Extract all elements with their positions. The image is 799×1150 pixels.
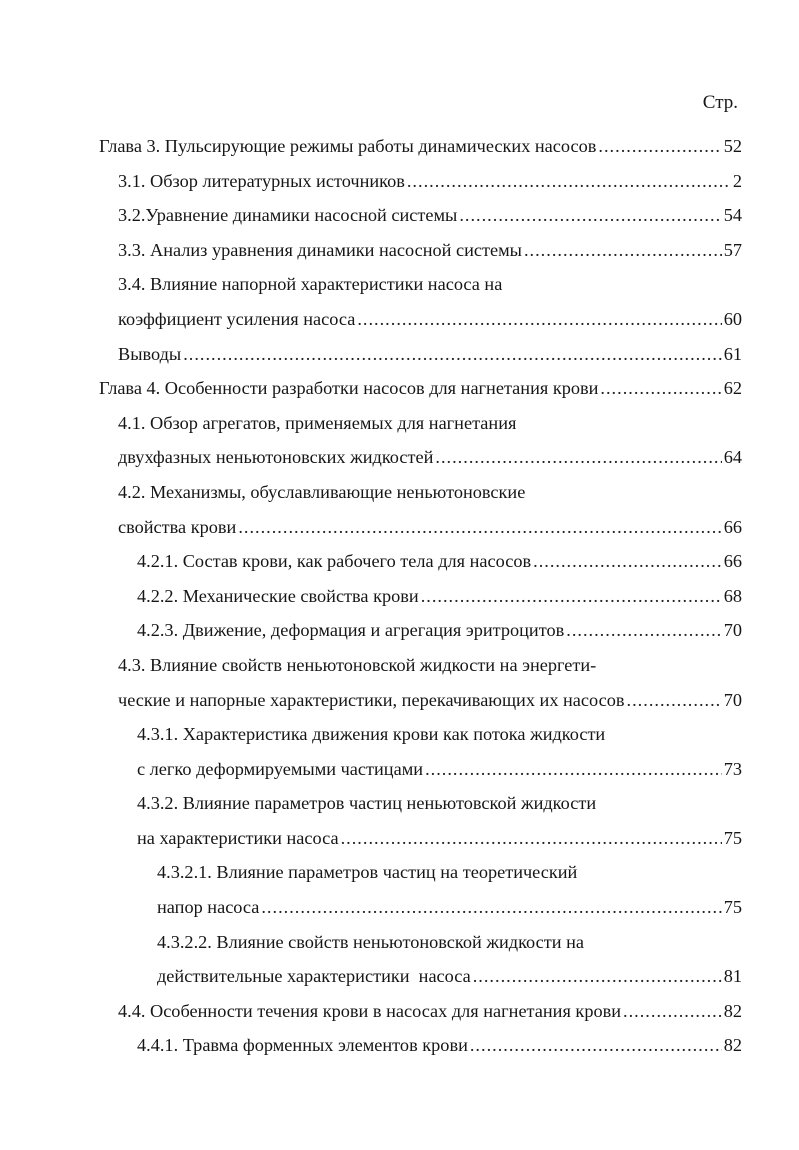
- dot-leader: [473, 959, 722, 994]
- toc-page-number: 75: [723, 827, 742, 848]
- toc-entry-4-3-1-line1: [0, 717, 799, 752]
- toc-page-number: 66: [723, 551, 742, 572]
- toc-entry-4-3-2-line2: [0, 821, 799, 856]
- toc-entry-4-3-1-line2: [0, 752, 799, 787]
- toc-entry-4-1-line2: [0, 440, 799, 475]
- dot-leader: [357, 302, 721, 337]
- toc-entry-title: 4.2.2. Механические свойства крови: [137, 585, 419, 606]
- toc-page-number: 2: [732, 170, 742, 191]
- toc-entry-4-2-1: [0, 544, 799, 579]
- dot-leader: [566, 613, 721, 648]
- toc-entry-title: напор насоса: [157, 897, 260, 918]
- toc-entry-4-2-line2: [0, 510, 799, 545]
- toc-entry-title: с легко деформируемыми частицами: [137, 758, 424, 779]
- toc-entry-title: ческие и напорные характеристики, перекачивающих их насосов: [118, 689, 625, 710]
- dot-leader: [598, 129, 721, 164]
- toc-entry-4-3-line1: [0, 648, 799, 683]
- dot-leader: [238, 510, 721, 545]
- toc-page-number: 64: [723, 447, 742, 468]
- toc-page-number: 52: [723, 136, 742, 156]
- toc-page-number: 57: [723, 239, 742, 260]
- toc-page-number: 70: [723, 620, 742, 641]
- toc-page-number: 66: [723, 516, 742, 537]
- dot-leader: [524, 233, 722, 268]
- toc-entry-title: 3.2.Уравнение динамики насосной системы: [118, 205, 458, 226]
- toc-entry-title: 4.2. Механизмы, обуславливающие неньютоновские: [118, 481, 526, 502]
- toc-page-number: 70: [723, 689, 742, 710]
- toc-entry-3-2: [0, 198, 799, 233]
- toc-entry-chapter-4: [0, 371, 799, 406]
- toc-page-number: 62: [723, 378, 742, 399]
- toc-entry-3-3: [0, 233, 799, 268]
- toc-entry-4-4: [0, 994, 799, 1029]
- toc-page-number: 82: [723, 1035, 742, 1056]
- toc-page-number: 82: [723, 1000, 742, 1021]
- dot-leader: [459, 198, 721, 233]
- toc-entry-4-3-2-1-line1: [0, 855, 799, 890]
- dot-leader: [533, 544, 722, 579]
- toc-entry-3-1: [0, 164, 799, 199]
- toc-entry-title: 4.1. Обзор агрегатов, применяемых для нагнетания: [118, 412, 517, 433]
- toc-entry-title: двухфазных неньютоновских жидкостей: [118, 447, 434, 468]
- toc-entry-3-4-line1: [0, 267, 799, 302]
- toc-entry-4-2-line1: [0, 475, 799, 510]
- dot-leader: [435, 440, 721, 475]
- toc-entry-4-3-line2: [0, 683, 799, 718]
- dot-leader: [470, 1028, 722, 1063]
- toc-entry-title: коэффициент усиления насоса: [118, 308, 356, 329]
- toc-entry-4-3-2-2-line1: [0, 925, 799, 960]
- toc-entry-title: 3.3. Анализ уравнения динамики насосной системы: [118, 239, 522, 260]
- toc-page-number: 73: [723, 758, 742, 779]
- toc-entry-title: 4.3.1. Характеристика движения крови как потока жидкости: [137, 724, 606, 745]
- toc-entry-4-3-2-1-line2: [0, 890, 799, 925]
- dot-leader: [407, 164, 731, 199]
- toc-page-number: 81: [723, 966, 742, 987]
- toc-entry-title: 4.3. Влияние свойств неньютоновской жидкости на энергети-: [118, 654, 597, 675]
- toc-entry-title: 4.3.2.1. Влияние параметров частиц на теоретический: [157, 862, 578, 883]
- toc-entry-4-3-2-2-line2: [0, 959, 799, 994]
- toc-entry-4-4-1: [0, 1028, 799, 1063]
- table-of-contents: [0, 129, 799, 1063]
- toc-entry-title: 3.4. Влияние напорной характеристики насоса на: [118, 274, 503, 295]
- toc-entry-title: действительные характеристики насоса: [157, 966, 471, 987]
- toc-page-number: 75: [723, 897, 742, 918]
- toc-entry-title: 4.3.2. Влияние параметров частиц неньютовской жидкости: [137, 793, 597, 814]
- toc-page-number: 54: [723, 205, 742, 226]
- dot-leader: [183, 337, 722, 372]
- toc-entry-4-2-2: [0, 579, 799, 614]
- toc-entry-title: 4.2.1. Состав крови, как рабочего тела для насосов: [137, 551, 532, 572]
- toc-entry-conclusions: [0, 337, 799, 372]
- dot-leader: [623, 994, 722, 1029]
- dot-leader: [261, 890, 721, 925]
- toc-entry-3-4-line2: [0, 302, 799, 337]
- toc-entry-title: 4.4. Особенности течения крови в насосах для нагнетания крови: [118, 1000, 622, 1021]
- toc-entry-4-3-2-line1: [0, 786, 799, 821]
- toc-entry-title: Глава 3. Пульсирующие режимы работы динамических насосов: [99, 136, 597, 156]
- dot-leader: [421, 579, 722, 614]
- toc-entry-title: 3.1. Обзор литературных источников: [118, 170, 405, 191]
- dot-leader: [341, 821, 722, 856]
- dot-leader: [600, 371, 721, 406]
- toc-entry-title: Глава 4. Особенности разработки насосов для нагнетания крови: [99, 378, 599, 399]
- toc-entry-title: Выводы: [118, 343, 182, 364]
- toc-entry-chapter-3: [0, 129, 799, 164]
- toc-entry-4-2-3: [0, 613, 799, 648]
- toc-entry-title: 4.3.2.2. Влияние свойств неньютоновской жидкости на: [157, 931, 584, 952]
- toc-entry-title: 4.4.1. Травма форменных элементов крови: [137, 1035, 468, 1056]
- toc-page-number: 60: [723, 308, 742, 329]
- dot-leader: [627, 683, 722, 718]
- toc-page-number: 68: [723, 585, 742, 606]
- dot-leader: [425, 752, 722, 787]
- toc-page-number: 61: [723, 343, 742, 364]
- toc-entry-4-1-line1: [0, 406, 799, 441]
- toc-entry-title: на характеристики насоса: [137, 827, 339, 848]
- toc-entry-title: свойства крови: [118, 516, 237, 537]
- page-column-label: Стр.: [702, 92, 738, 113]
- toc-entry-title: 4.2.3. Движение, деформация и агрегация эритроцитов: [137, 620, 565, 641]
